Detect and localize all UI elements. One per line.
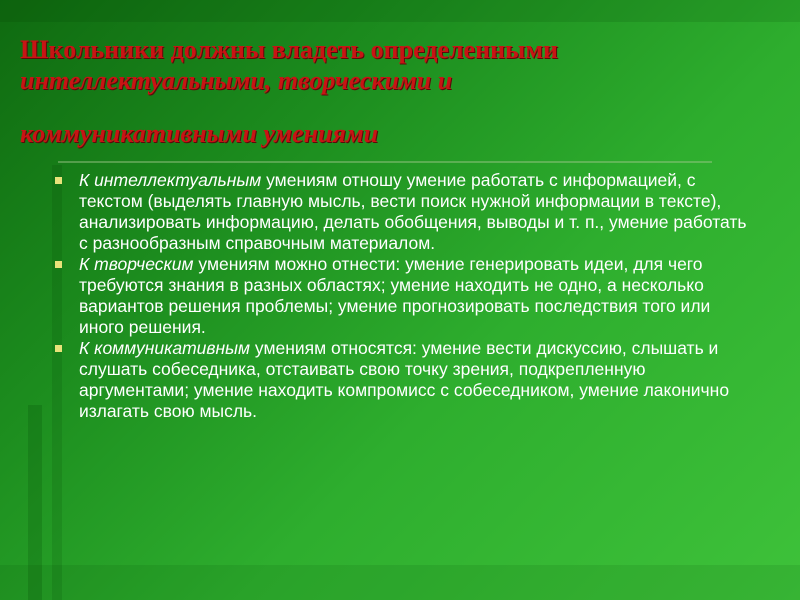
bullet-item-communicative [52,338,752,422]
bullet-emphasis: К творческим [79,254,194,274]
slide-title [20,34,780,149]
square-bullet-icon [55,345,62,352]
bullet-text: умениям отношу умение работать с информацией, с текстом (выделять главную мысль, вести поиск нужной информации в тексте), анализировать информацию, делать обобщения, выводы и т. п., умение работать с разнообразным справочным материалом. [79,170,747,253]
bullet-text: умениям можно отнести: умение генерировать идеи, для чего требуются знания в разных областях; умение находить не одно, а несколько вариантов решения проблемы; умение прогнозировать последствия того или иного решения. [79,254,711,337]
bullet-item-creative [52,254,752,338]
title-line-1: Школьники должны владеть определенными [20,35,559,64]
title-line-2: интеллектуальными, творческими и [20,66,453,95]
bullet-emphasis: К коммуникативным [79,338,255,358]
bullet-item-intellectual [52,170,752,254]
title-gap [20,96,780,118]
title-line-3: коммуникативными умениями [20,119,379,148]
background-stripe-bottom [0,565,800,600]
title-divider [58,161,712,163]
bullet-emphasis: К интеллектуальным [79,170,267,190]
background-stripe-top [0,0,800,22]
square-bullet-icon [55,261,62,268]
bullet-text: умениям относятся: умение вести дискуссию, слышать и слушать собеседника, отстаивать свою точку зрения, подкрепленную аргументами; умение находить компромисс с собеседником, умение лаконично излагать свою мысль. [79,338,730,421]
square-bullet-icon [55,177,62,184]
bullet-list [52,170,752,422]
